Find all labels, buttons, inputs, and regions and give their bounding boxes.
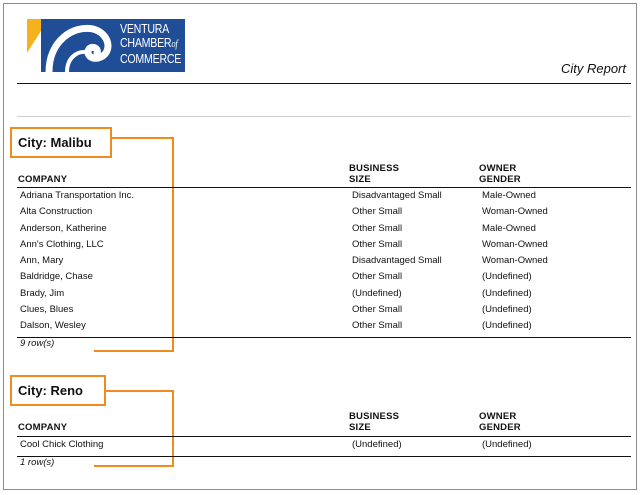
- business-size-cell: Disadvantaged Small: [352, 190, 442, 201]
- company-cell: Alta Construction: [20, 206, 93, 218]
- table-row: [20, 237, 620, 253]
- company-cell: Ann, Mary: [20, 255, 64, 266]
- business-size-cell: Other Small: [352, 271, 403, 283]
- owner-gender-cell: Woman-Owned: [482, 238, 548, 250]
- ventura-chamber-logo: [27, 19, 185, 72]
- table-row: [20, 204, 620, 220]
- table-row: [20, 302, 620, 318]
- owner-gender-cell: (Undefined): [482, 271, 532, 283]
- company-cell: Clues, Blues: [20, 303, 74, 315]
- company-cell: Baldridge, Chase: [20, 271, 93, 283]
- header-rule: [17, 83, 631, 84]
- business-size-cell: Other Small: [352, 303, 403, 315]
- column-header-owner-gender: OWNER GENDER: [479, 411, 521, 433]
- company-cell: Dalson, Wesley: [20, 320, 86, 331]
- table-footer-rule: [17, 337, 631, 338]
- owner-gender-cell: Male-Owned: [482, 190, 536, 201]
- table-row: [20, 318, 620, 334]
- table-row: [20, 253, 620, 269]
- table-row: [20, 221, 620, 237]
- company-cell: Brady, Jim: [20, 287, 65, 299]
- table-row: [20, 437, 620, 453]
- row-count-malibu: 9 row(s): [20, 338, 55, 349]
- logo-line-3: COMMERCE: [120, 52, 182, 66]
- owner-gender-cell: (Undefined): [482, 320, 532, 331]
- business-size-cell: Disadvantaged Small: [352, 255, 442, 266]
- report-page: [3, 3, 637, 490]
- logo-line-1: VENTURA: [120, 22, 169, 36]
- owner-gender-cell: (Undefined): [482, 287, 532, 299]
- business-size-cell: Other Small: [352, 222, 403, 234]
- column-header-business-size: BUSINESS SIZE: [349, 411, 400, 433]
- company-cell: Anderson, Katherine: [20, 222, 107, 234]
- logo-line-2: CHAMBERof: [120, 36, 178, 50]
- table-row: [20, 188, 620, 204]
- business-size-cell: (Undefined): [352, 439, 402, 450]
- row-count-reno: 1 row(s): [20, 457, 55, 468]
- company-cell: Adriana Transportation Inc.: [20, 190, 135, 201]
- owner-gender-cell: Male-Owned: [482, 222, 536, 234]
- city-header-reno: City: Reno: [10, 375, 106, 406]
- header-rule-faint: [17, 116, 631, 117]
- table-footer-rule: [17, 456, 631, 457]
- report-title: City Report: [560, 61, 626, 76]
- owner-gender-cell: Woman-Owned: [482, 206, 548, 218]
- owner-gender-cell: (Undefined): [482, 439, 532, 450]
- column-header-company: COMPANY: [18, 422, 68, 433]
- business-size-cell: (Undefined): [352, 287, 402, 299]
- business-size-cell: Other Small: [352, 238, 403, 250]
- logo-wordmark: [120, 22, 181, 66]
- city-header-malibu: City: Malibu: [10, 127, 112, 158]
- column-header-company: COMPANY: [18, 174, 68, 185]
- company-cell: Cool Chick Clothing: [20, 439, 104, 450]
- table-row: [20, 269, 620, 285]
- table-row: [20, 286, 620, 302]
- business-size-cell: Other Small: [352, 320, 403, 331]
- business-size-cell: Other Small: [352, 206, 403, 218]
- owner-gender-cell: (Undefined): [482, 303, 532, 315]
- column-header-owner-gender: OWNER GENDER: [479, 163, 521, 185]
- company-cell: Ann's Clothing, LLC: [20, 238, 104, 250]
- column-header-business-size: BUSINESS SIZE: [349, 163, 400, 185]
- owner-gender-cell: Woman-Owned: [482, 255, 548, 266]
